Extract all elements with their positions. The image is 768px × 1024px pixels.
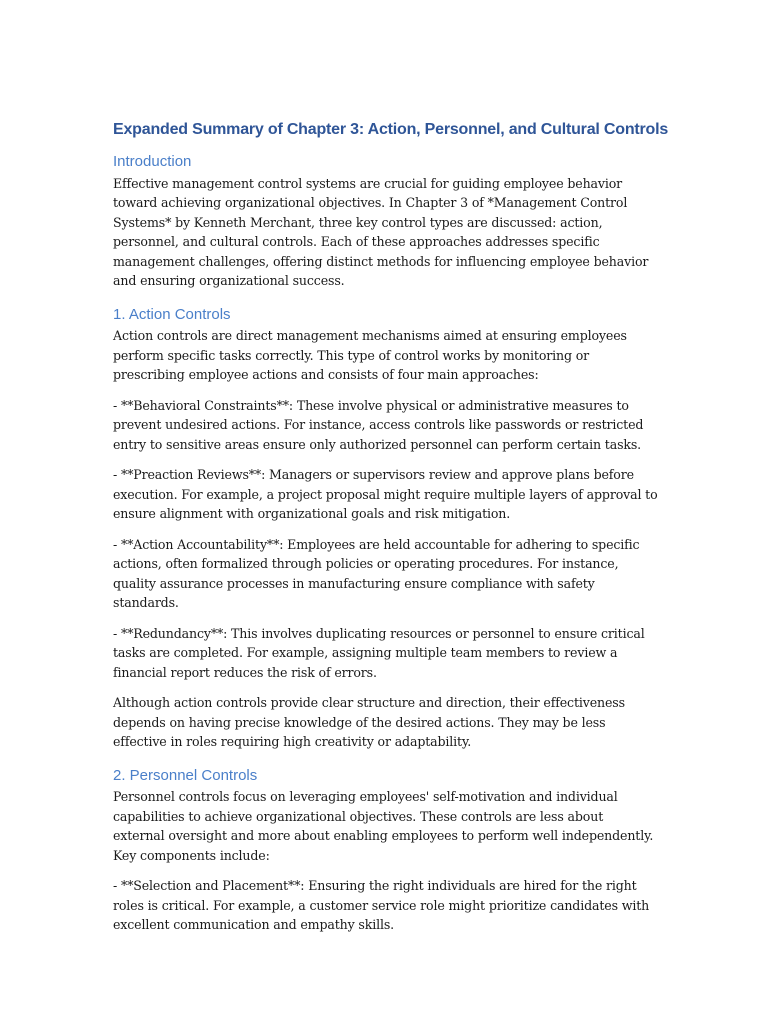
list-item-selection-and-placement: - **Selection and Placement**: Ensuring the right individuals are hired for the right roles is critical. For example, a customer service role might prioritize candidates with excellent communication and empathy skills. [113, 878, 650, 932]
section-heading-personnel-controls: 2. Personnel Controls [113, 766, 258, 784]
paragraph: Effective management control systems are crucial for guiding employee behavior toward achieving organizational objectives. In Chapter 3 of *Management Control Systems* by Kenneth Merchant, three key control types are discussed: action, personnel, and cultural controls. Each of these approaches addresses specific management challenges, offering distinct methods for influencing employee behavior and ensuring organizational success. [113, 175, 649, 288]
document-page [113, 120, 669, 946]
list-item-preaction-reviews: - **Preaction Reviews**: Managers or supervisors review and approve plans before execution. For example, a project proposal might require multiple layers of approval to ensure alignment with organizational goals and risk mitigation. [113, 467, 658, 521]
document-title: Expanded Summary of Chapter 3: Action, Personnel, and Cultural Controls [113, 121, 669, 138]
paragraph: Although action controls provide clear structure and direction, their effectiveness depends on having precise knowledge of the desired actions. They may be less effective in roles requiring high creativity or adaptability. [113, 695, 625, 749]
list-item-action-accountability: - **Action Accountability**: Employees are held accountable for adhering to specific actions, often formalized through policies or operating procedures. For instance, quality assurance processes in manufacturing ensure compliance with safety standards. [113, 536, 640, 610]
list-item-behavioral-constraints: - **Behavioral Constraints**: These involve physical or administrative measures to prevent undesired actions. For instance, access controls like passwords or restricted entry to sensitive areas ensure only authorized personnel can perform certain tasks. [113, 397, 644, 452]
paragraph: Personnel controls focus on leveraging employees' self-motivation and individual capabilities to achieve organizational objectives. These controls are less about external oversight and more about enabling employees to perform well independently. Key components include: [113, 789, 654, 863]
section-introduction [113, 152, 658, 291]
section-personnel-controls [113, 766, 658, 935]
paragraph: Action controls are direct management mechanisms aimed at ensuring employees perform specific tasks correctly. This type of control works by monitoring or prescribing employee actions and consists of four main approaches: [113, 328, 627, 382]
list-item-redundancy: - **Redundancy**: This involves duplicating resources or personnel to ensure critical tasks are completed. For example, assigning multiple team members to review a financial report reduces the risk of errors. [113, 625, 645, 680]
section-action-controls [113, 305, 658, 752]
section-heading-action-controls: 1. Action Controls [113, 305, 231, 323]
section-heading-introduction: Introduction [113, 153, 192, 170]
